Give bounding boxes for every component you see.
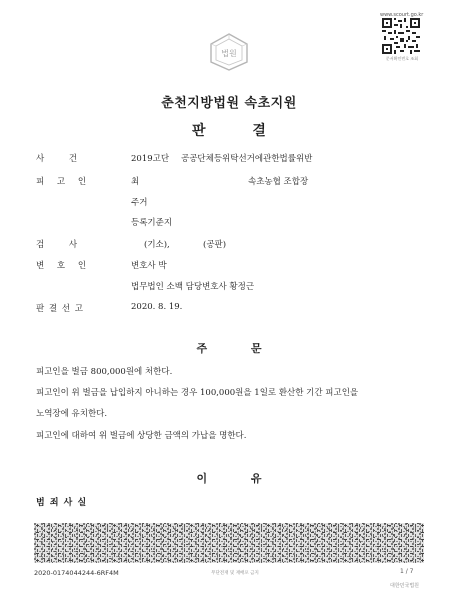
site-url: www.scourt.go.kr <box>380 12 424 18</box>
defendant-name: 최 <box>131 177 140 187</box>
case-name: 공공단체등위탁선거에관한법률위반 <box>181 154 313 164</box>
qr-code <box>382 18 420 54</box>
verdict-date-label: 판 결 선 고 <box>36 304 84 314</box>
residence-label: 주거 <box>131 198 148 208</box>
qr-caption: 문서확인번호 조회 <box>385 56 419 61</box>
svg-text:법원: 법원 <box>221 49 237 58</box>
order-heading: 주 문 <box>196 342 262 355</box>
prosecutor-indict: (기소), <box>144 240 170 250</box>
counsel-label: 변 호 인 <box>36 261 87 271</box>
verdict-date: 2020. 8. 19. <box>131 302 183 312</box>
footer-watermark: 무단전재 및 재배포 금지 <box>211 571 259 576</box>
order-line-2a: 피고인이 위 벌금을 납입하지 아니하는 경우 100,000원을 1일로 환산한 기간 피고인을 <box>36 388 359 398</box>
order-line-1: 피고인을 벌금 800,000원에 처한다. <box>36 367 173 377</box>
defendant-org: 속초농협 조합장 <box>248 177 309 187</box>
court-name: 춘천지방법원 속초지원 <box>161 96 297 111</box>
footer-brand: 대한민국법원 <box>390 583 419 589</box>
registry-label: 등록기준지 <box>131 218 173 228</box>
page-indicator: 1 / 7 <box>400 568 414 575</box>
facts-subheading: 범 죄 사 실 <box>36 498 88 508</box>
reasons-heading: 이 유 <box>196 472 262 485</box>
case-number: 2019고단 <box>131 154 170 164</box>
barcode-strip <box>34 523 424 563</box>
counsel-firm: 법무법인 소백 담당변호사 황정근 <box>131 282 255 292</box>
case-label: 사 건 <box>36 154 78 164</box>
document-title: 판 결 <box>192 123 266 139</box>
prosecutor-trial: (공판) <box>203 240 227 250</box>
court-emblem-icon <box>207 32 251 72</box>
prosecutor-label: 검 사 <box>36 240 78 250</box>
document-id: 2020-0174044244-6RF4M <box>34 569 119 577</box>
defendant-label: 피 고 인 <box>36 177 87 187</box>
order-line-3: 피고인에 대하여 위 벌금에 상당한 금액의 가납을 명한다. <box>36 431 247 441</box>
order-line-2b: 노역장에 유치한다. <box>36 409 108 419</box>
counsel-name: 변호사 박 <box>131 261 167 271</box>
